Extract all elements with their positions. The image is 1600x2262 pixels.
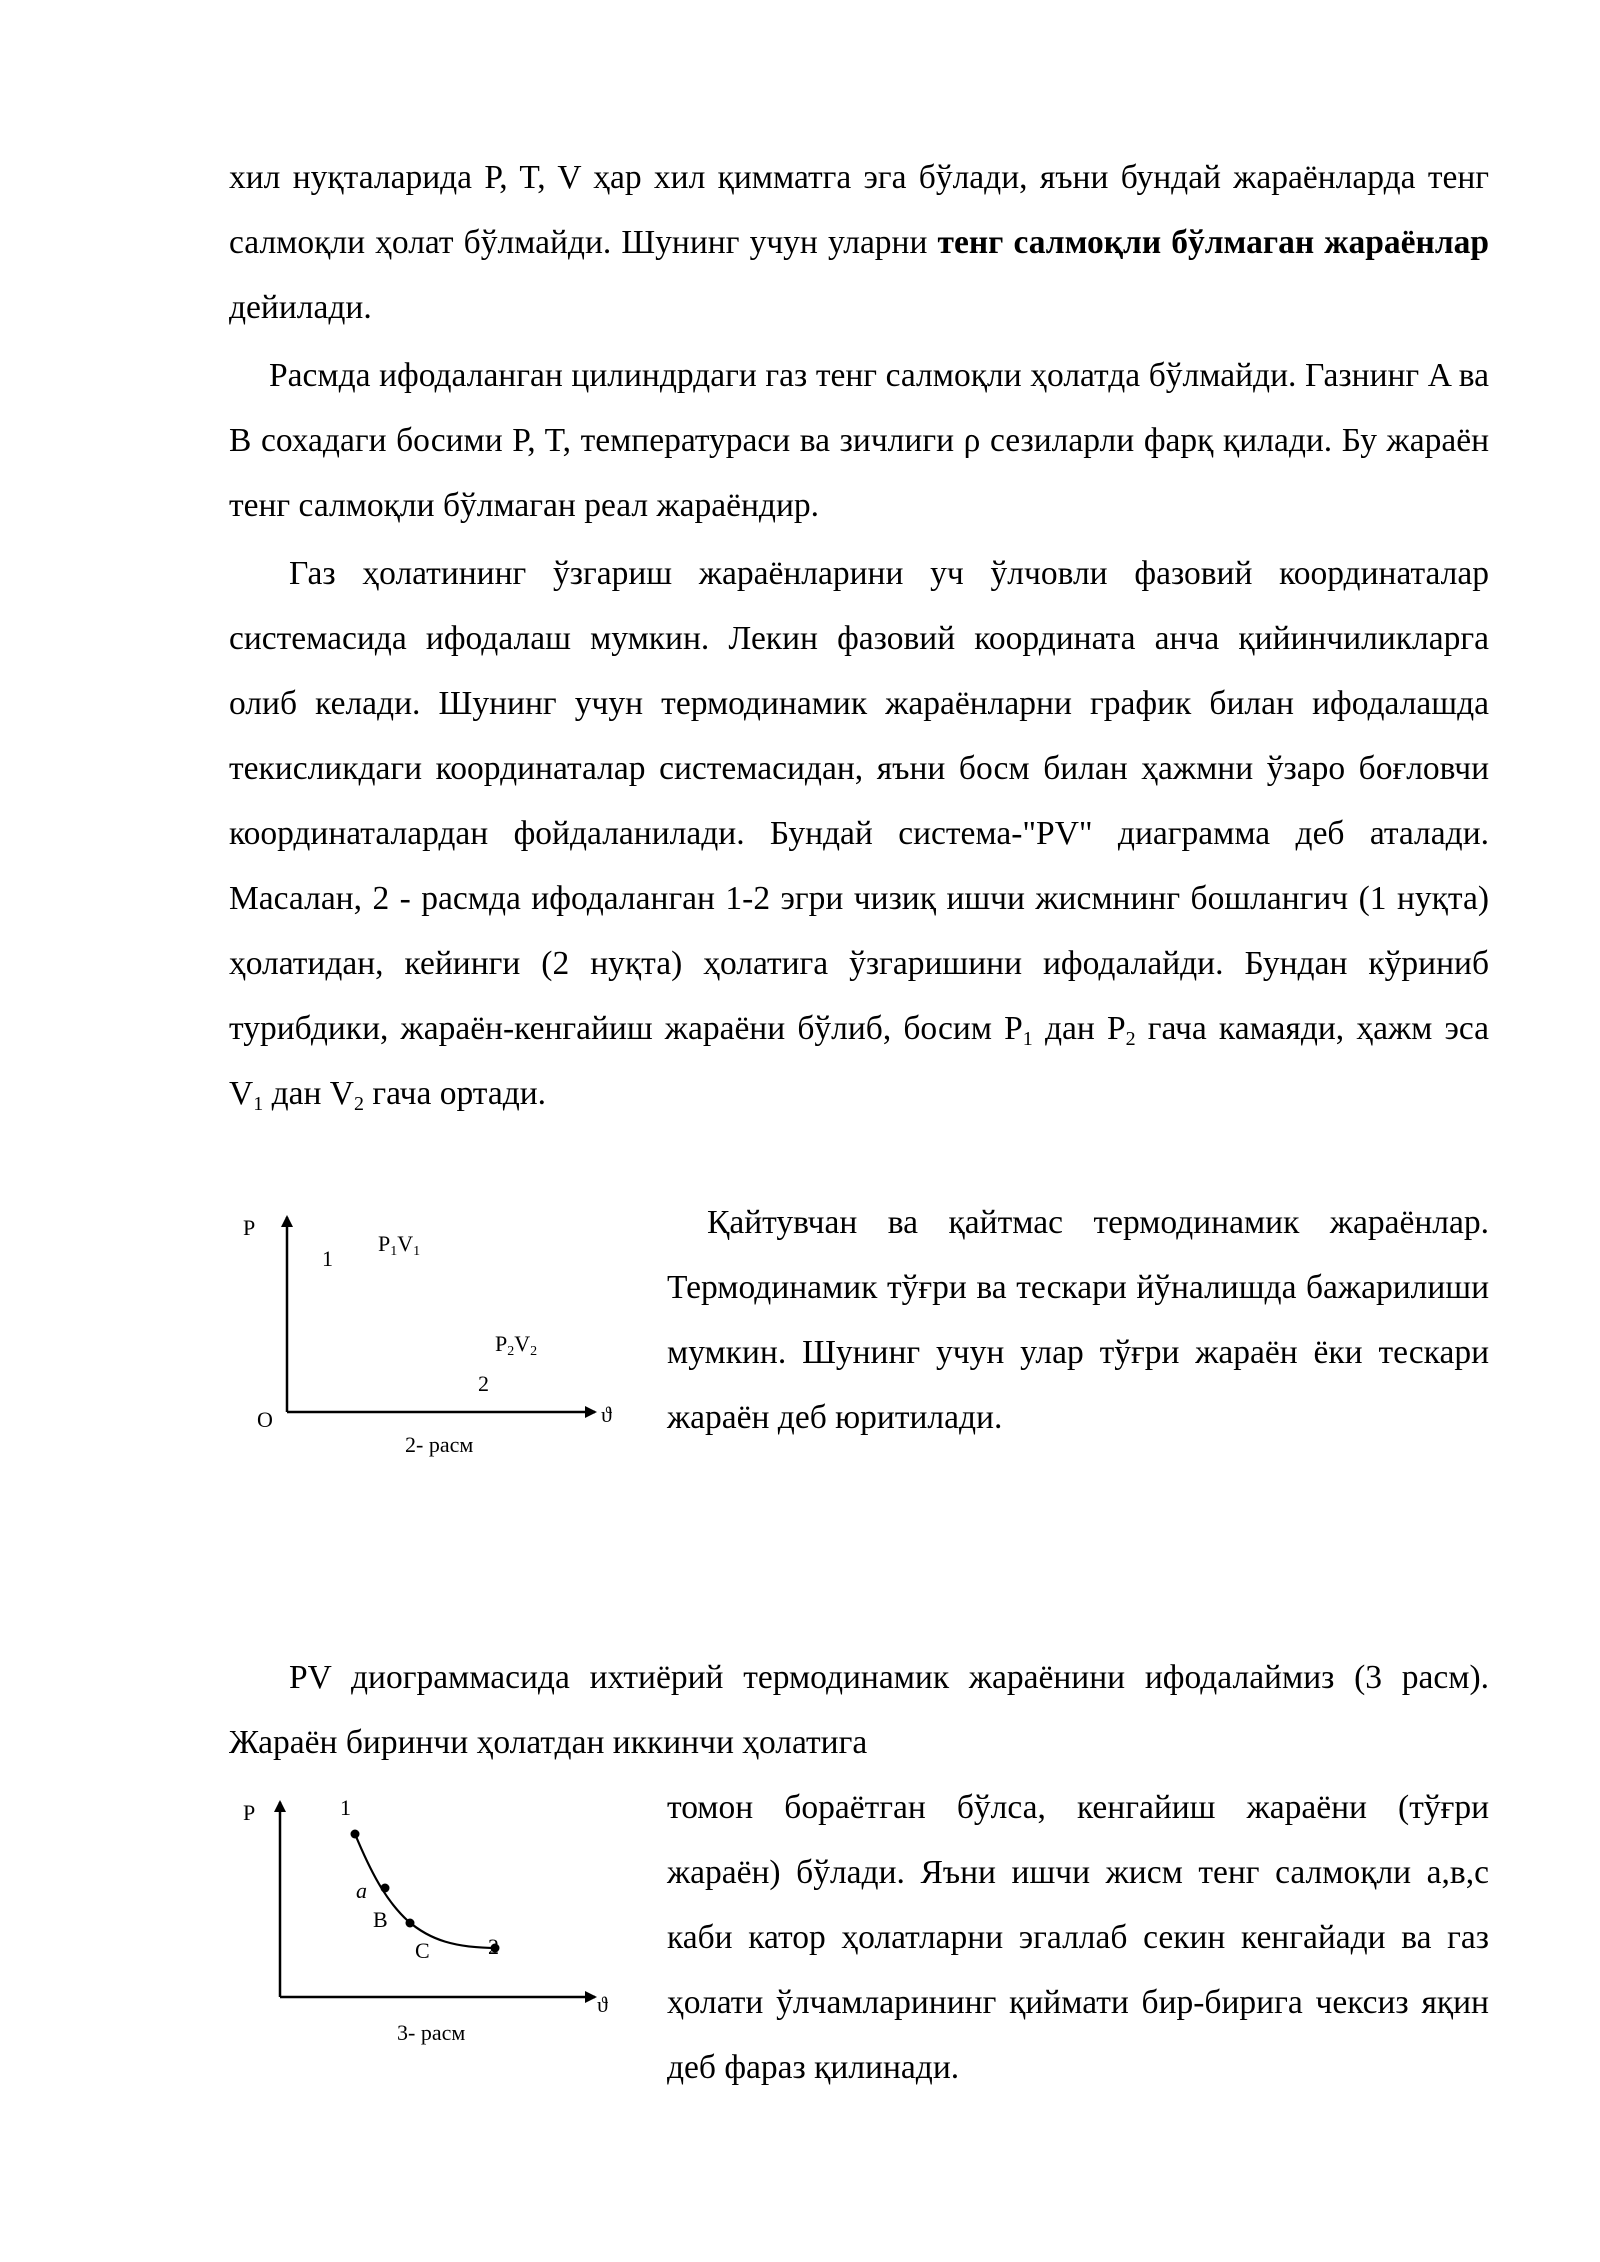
fig3-point2-label: 2 xyxy=(488,1934,499,1959)
paragraph-2: Расмда ифодаланган цилиндрдаги газ тенг салмоқли ҳолатда бўлмайди. Газнинг A ва B сохадаги босими P, T, температураси ва зичлиги ρ сезиларли фарқ қилади. Бу жараён тенг салмоқли бўлмаган реал жараёндир. xyxy=(229,357,1489,524)
fig2-origin-label: O xyxy=(257,1407,273,1432)
fig2-point2-label: 2 xyxy=(478,1371,489,1396)
figure-2-svg xyxy=(240,1205,640,1475)
paragraph-6: томон бораётган бўлса, кенгайиш жараёни (тўғри жараён) бўлади. Яъни ишчи жисм тенг салмоқли а,в,с каби катор ҳолатларни эгаллаб секин кенгайади ва газ ҳолати ўлчамларининг қиймати бир-бирига чексиз яқин деб фараз қилинади. xyxy=(667,1789,1489,2086)
paragraph-1: хил нуқталарида P, T, V ҳар хил қимматга эга бўлади, яъни бундай жараёнларда тенг салмоқли ҳолат бўлмайди. Шунинг учун уларни тенг салмоқли бўлмаган жараёнлар дейилади. xyxy=(229,159,1489,326)
fig3-point-a-dot xyxy=(381,1884,390,1893)
paragraph-3: Газ ҳолатининг ўзгариш жараёнларини уч ўлчовли фазовий координаталар системасида ифодалаш мумкин. Лекин фазовий координата анча қийинчиликларга олиб келади. Шунинг учун термодинамик жараёнларни график билан ифодалашда текисликдаги координаталар системасидан, яъни босм билан ҳажмни ўзаро боғловчи координаталардан фойдаланилади. Бундай система-"PV" диаграмма деб аталади. Масалан, 2 - расмда ифодаланган 1-2 эгри чизиқ ишчи жисмнинг бошлангич (1 нуқта) ҳолатидан, кейинги (2 нуқта) ҳолатига ўзгаришини ифодалайди. Бундан кўриниб турибдики, жараён-кенгайиш жараёни бўлиб, босим $P_1$ дан $P_2$ гача камаяди, ҳажм эса $V_1$ дан $V_2$ гача ортади. xyxy=(229,555,1489,1115)
fig3-point-b-dot xyxy=(406,1919,415,1928)
fig2-state1-label: P1V1 xyxy=(378,1231,421,1259)
text-block-top xyxy=(229,145,1489,1126)
fig3-p-label: P xyxy=(243,1800,256,1825)
figure-2-pv-diagram xyxy=(240,1205,640,1475)
fig3-point1-dot xyxy=(351,1830,360,1839)
text-block-middle xyxy=(229,1645,1489,1775)
fig3-point-a-label: a xyxy=(356,1878,367,1903)
fig2-state2-label: P2V2 xyxy=(495,1331,538,1359)
figure-3-pv-diagram xyxy=(240,1790,640,2070)
fig2-caption: 2- расм xyxy=(405,1432,474,1457)
text-block-beside-fig3 xyxy=(667,1775,1489,2100)
figure-3-svg xyxy=(240,1790,640,2070)
fig2-p-label: P xyxy=(243,1215,256,1240)
fig2-x-label: ϑ xyxy=(601,1402,612,1427)
fig3-point-b-label: B xyxy=(373,1907,388,1932)
fig3-x-label: ϑ xyxy=(597,1992,608,2017)
paragraph-5: PV диограммасида ихтиёрий термодинамик жараёнини ифодалаймиз (3 расм). Жараён биринчи ҳолатдан иккинчи ҳолатига xyxy=(229,1659,1489,1761)
bold-term: тенг салмоқли бўлмаган жараёнлар xyxy=(937,224,1489,261)
fig3-point1-label: 1 xyxy=(340,1795,351,1820)
fig3-point-c-label: C xyxy=(415,1938,430,1963)
paragraph-4: Қайтувчан ва қайтмас термодинамик жараёнлар. Термодинамик тўғри ва тескари йўналишда бажарилиши мумкин. Шунинг учун улар тўғри жараён ёки тескари жараён деб юритилади. xyxy=(667,1204,1489,1436)
text-block-beside-fig2 xyxy=(667,1190,1489,1450)
fig2-point1-label: 1 xyxy=(322,1246,333,1271)
fig3-caption: 3- расм xyxy=(397,2020,466,2045)
